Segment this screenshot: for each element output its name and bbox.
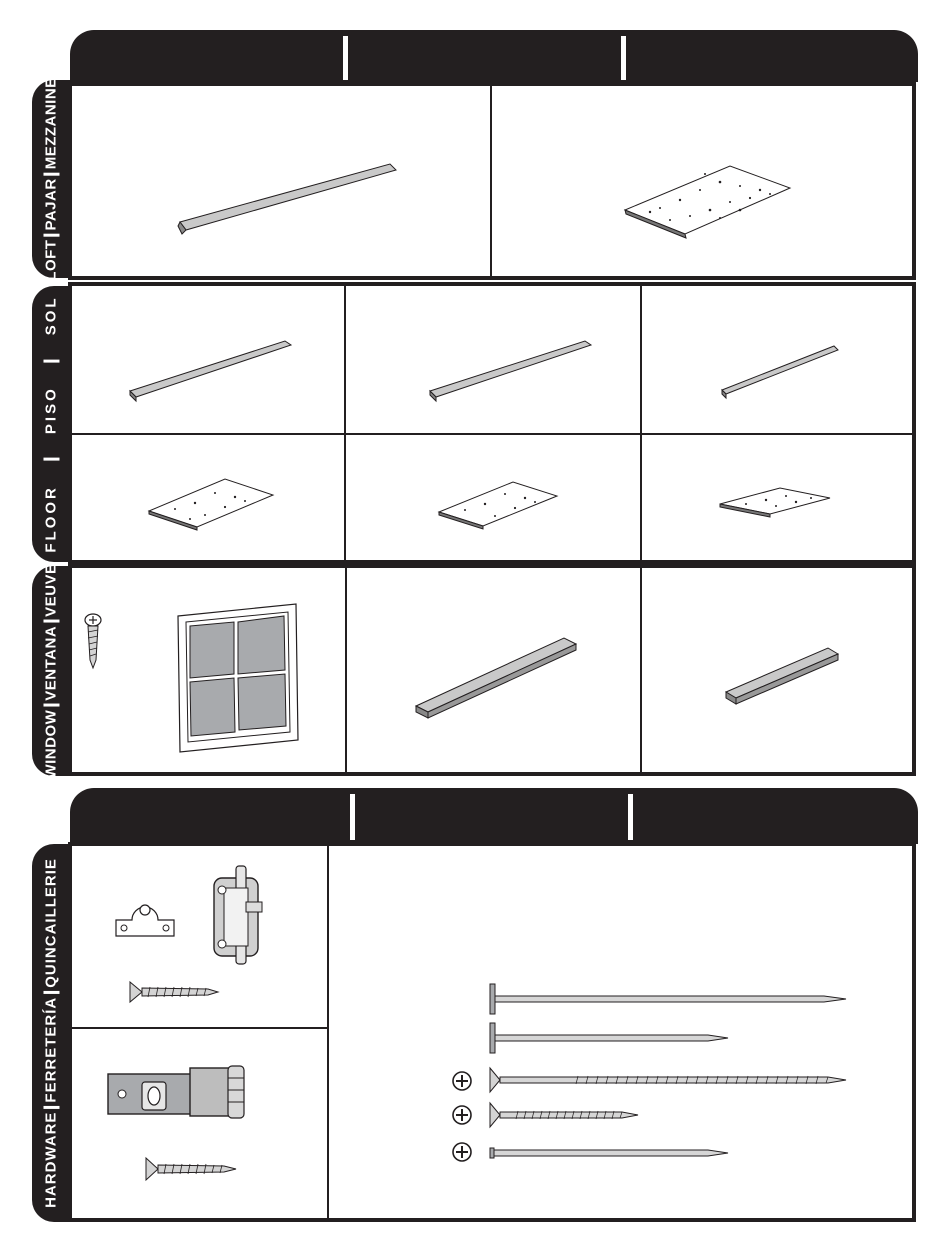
window-frame-icon — [176, 602, 300, 754]
floor-plywood-2-icon — [435, 478, 565, 533]
screw-short-icon — [488, 1101, 642, 1129]
side-tab-window — [32, 563, 70, 779]
screw-long-icon — [488, 1066, 852, 1094]
label-floor-fr: SOL — [42, 295, 60, 336]
phillips-icon — [451, 1104, 473, 1126]
header-divider-2 — [621, 36, 626, 80]
loft-plywood-icon — [620, 160, 800, 240]
floor-plywood-3-icon — [716, 484, 836, 524]
label-window-es: VENTANA — [42, 625, 60, 701]
hardware-screw-1-icon — [128, 980, 220, 1004]
label-window-fr: VEUVE — [42, 563, 60, 617]
phillips-icon — [451, 1141, 473, 1163]
floor-joist-longer-icon — [425, 335, 595, 405]
hardware-header-divider-1 — [350, 794, 355, 840]
hardware-divider — [327, 846, 329, 1218]
loft-divider — [490, 86, 492, 276]
floor-plywood-1-icon — [145, 475, 280, 535]
label-loft-es: PAJAR — [42, 178, 60, 231]
hardware-screw-2-icon — [144, 1156, 238, 1182]
side-tab-loft — [32, 77, 70, 281]
hardware-header-divider-2 — [628, 794, 633, 840]
window-divider-2 — [640, 568, 642, 772]
label-loft-en: LOFT — [42, 239, 60, 281]
nail-medium-icon — [488, 1021, 734, 1055]
floor-divider-1 — [344, 286, 346, 560]
side-tab-floor — [32, 286, 70, 562]
phillips-icon — [451, 1070, 473, 1092]
nail-screw-icon — [488, 1142, 732, 1164]
eye-plate-icon — [112, 890, 178, 940]
header-divider-1 — [343, 36, 348, 80]
label-hardware-es: FERRETERÍA — [42, 996, 60, 1103]
barrel-bolt-icon — [210, 862, 270, 968]
floor-divider-2 — [640, 286, 642, 560]
label-hardware-fr: QUINCAILLERIE — [42, 858, 60, 988]
floor-joist-long-icon — [125, 335, 295, 405]
top-header-bar — [70, 30, 918, 82]
label-window-en: WINDOW — [42, 709, 60, 779]
label-floor-en: FLOOR — [42, 485, 60, 553]
side-tab-hardware — [32, 844, 70, 1222]
hardware-header-bar — [70, 788, 918, 844]
side-label-loft — [42, 77, 59, 280]
side-label-window — [42, 563, 59, 778]
floor-row-divider — [72, 433, 912, 435]
side-label-floor — [42, 295, 59, 552]
screw-icon — [82, 612, 104, 672]
floor-joist-short-icon — [718, 340, 848, 400]
window-divider-1 — [345, 568, 347, 772]
hardware-row-divider — [72, 1027, 327, 1029]
window-trim-short-icon — [720, 642, 844, 708]
loft-beam-icon — [170, 160, 410, 240]
label-loft-fr: MEZZANINE — [42, 77, 60, 170]
label-floor-es: PISO — [42, 386, 60, 435]
label-hardware-en: HARDWARE — [42, 1111, 60, 1208]
hasp-icon — [106, 1060, 248, 1124]
window-trim-long-icon — [410, 632, 580, 722]
side-label-hardware — [42, 858, 59, 1208]
nail-long-icon — [488, 982, 852, 1016]
